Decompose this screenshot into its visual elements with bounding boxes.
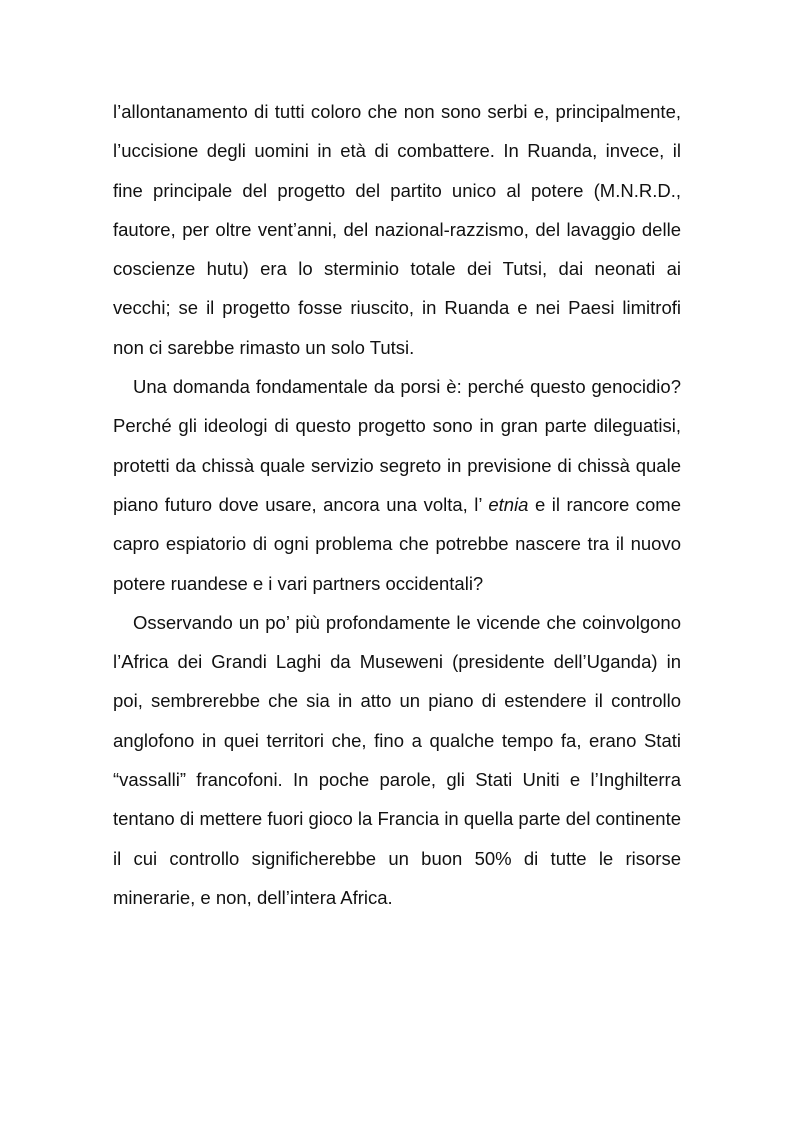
paragraph-3 — [113, 603, 681, 917]
paragraph-1 — [113, 92, 681, 367]
paragraph-2-italic-term: etnia — [488, 493, 529, 515]
paragraph-2-text-a: Una domanda fondamentale da porsi è: perché questo genocidio? Perché gli ideologi di questo progetto sono in gran parte dileguatisi, protetti da chissà quale servizio segreto in previsione di chissà quale piano futuro dove usare, ancora una volta, l’ — [113, 376, 681, 515]
body-text — [113, 92, 681, 917]
paragraph-2-text-b: e il rancore come capro espiatorio di ogni problema che potrebbe nascere tra il nuovo potere ruandese e i vari partners occidentali? — [113, 493, 681, 594]
paragraph-2 — [113, 367, 681, 603]
paragraph-1-text: l’allontanamento di tutti coloro che non sono serbi e, principalmente, l’uccisione degli uomini in età di combattere. In Ruanda, invece, il fine principale del progetto del partito unico al potere (M.N.R.D., fautore, per oltre vent’anni, del nazional-razzismo, del lavaggio delle coscienze hutu) era lo sterminio totale dei Tutsi, dai neonati ai vecchi; se il progetto fosse riuscito, in Ruanda e nei Paesi limitrofi non ci sarebbe rimasto un solo Tutsi. — [113, 101, 681, 358]
paragraph-3-text: Osservando un po’ più profondamente le vicende che coinvolgono l’Africa dei Grandi Laghi da Museweni (presidente dell’Uganda) in poi, sembrerebbe che sia in atto un piano di estendere il controllo anglofono in quei territori che, fino a qualche tempo fa, erano Stati “vassalli” francofoni. In poche parole, gli Stati Uniti e l’Inghilterra tentano di mettere fuori gioco la Francia in quella parte del continente il cui controllo significherebbe un buon 50% di tutte le risorse minerarie, e non, dell’intera Africa. — [113, 611, 681, 908]
